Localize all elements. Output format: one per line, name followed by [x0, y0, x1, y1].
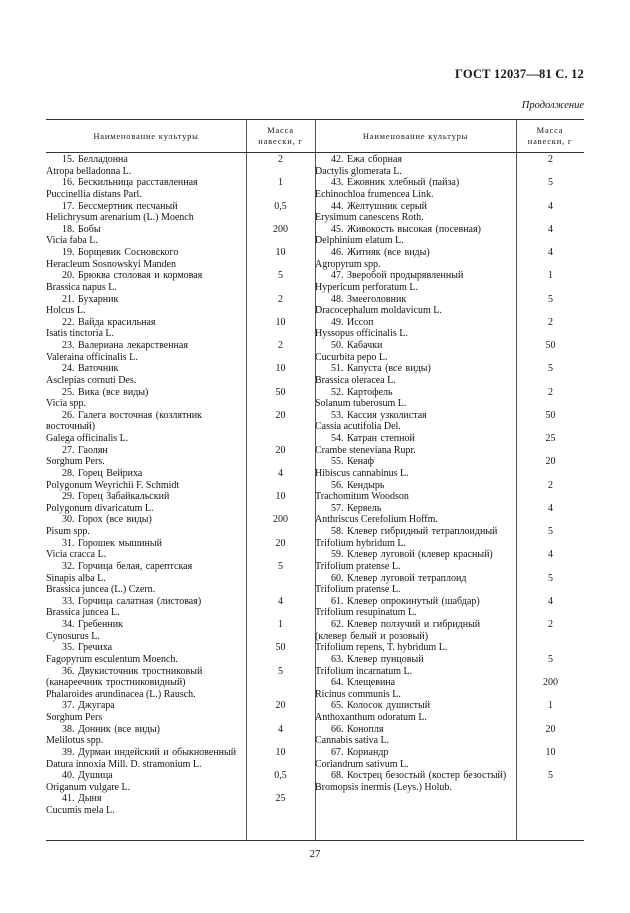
table-row — [315, 201, 584, 224]
culture-name-latin: Sorghum Pers. — [46, 456, 105, 468]
table-row — [315, 700, 584, 723]
culture-name — [315, 293, 515, 317]
culture-name-ru: 67. Кориандр — [331, 746, 389, 758]
table-right-column — [315, 152, 584, 793]
culture-name-ru: 62. Клевер ползучий и гибридный (клевер белый и розовый) — [315, 619, 481, 642]
culture-name-ru: 68. Кострец безостый (костер безостый) — [331, 770, 507, 782]
mass-value: 10 — [275, 247, 286, 258]
mass-value: 4 — [548, 502, 553, 514]
culture-name-ru: 34. Гребенник — [62, 619, 123, 630]
culture-name-ru: 66. Конопля — [331, 723, 384, 735]
culture-name — [315, 653, 515, 677]
culture-name-ru: 27. Гаолян — [62, 444, 108, 456]
culture-name-latin: Dactylis glomerata L. — [315, 165, 402, 177]
culture-name-latin: Ricinus communis L. — [315, 688, 401, 700]
mass-value: 20 — [275, 537, 286, 549]
mass-value: 1 — [548, 270, 553, 282]
culture-name-ru: 25. Вика (все виды) — [62, 386, 149, 398]
culture-name — [46, 491, 246, 514]
culture-name-latin: Fagopyrum esculentum Moench. — [46, 653, 178, 665]
header-mass-right: Масса навески, г — [527, 125, 573, 146]
culture-name — [315, 677, 515, 700]
mass-value: 200 — [543, 677, 558, 689]
mass-value: 5 — [548, 526, 553, 537]
culture-name-ru: 28. Горец Вейриха — [62, 467, 143, 479]
mass-value: 0,5 — [274, 200, 287, 212]
culture-name — [46, 223, 246, 247]
mass-value: 10 — [545, 746, 556, 758]
culture-name-latin: Origanum vulgare L. — [46, 781, 131, 793]
table-row — [315, 677, 584, 700]
culture-name-ru: 15. Белладонна — [62, 154, 128, 165]
mass-value: 4 — [278, 595, 283, 607]
culture-name-ru: 20. Брюква столовая и кормовая — [62, 270, 203, 282]
culture-name-latin: Anthoxanthum odoratum L. — [315, 712, 427, 723]
culture-name-ru: 40. Душица — [62, 770, 113, 782]
culture-name-ru: 31. Горошек мышиный — [62, 537, 162, 549]
culture-name — [46, 386, 246, 410]
culture-name — [315, 700, 515, 723]
mass-value: 5 — [548, 177, 553, 189]
table-row — [46, 154, 315, 177]
culture-name — [315, 549, 515, 572]
culture-name-ru: 18. Бобы — [62, 223, 101, 235]
culture-name-latin: Cynosurus L. — [46, 630, 100, 642]
table-row — [46, 666, 315, 701]
culture-name-latin: Sorghum Pers — [46, 712, 103, 723]
culture-name — [315, 316, 515, 340]
table-row — [315, 724, 584, 747]
table-row — [46, 340, 315, 363]
mass-value: 4 — [278, 723, 283, 735]
culture-name-latin: Trifolium pratense L. — [315, 584, 401, 596]
culture-name — [315, 409, 515, 433]
table-row — [315, 177, 584, 200]
culture-name-ru: 22. Вайда красильная — [62, 316, 156, 328]
table-row — [315, 410, 584, 433]
table-row — [315, 317, 584, 340]
table-row — [46, 793, 315, 816]
culture-name-ru: 50. Кабачки — [331, 340, 383, 351]
header-mass-left: Масса навески, г — [258, 125, 303, 146]
table-row — [315, 526, 584, 549]
culture-name — [46, 642, 246, 665]
table-row — [46, 596, 315, 619]
table-row — [315, 154, 584, 177]
table-row — [46, 491, 315, 514]
continuation-label: Продолжение — [521, 100, 584, 111]
culture-name — [315, 340, 515, 363]
culture-name-ru: 61. Клевер опрокинутый (шабдар) — [331, 595, 480, 607]
culture-name-latin: Echinochloa frumencea Link. — [315, 188, 434, 200]
culture-name-ru: 23. Валериана лекарственная — [62, 340, 188, 351]
culture-name — [46, 619, 246, 642]
table-row — [46, 770, 315, 793]
culture-name-ru: 21. Бухарник — [62, 293, 119, 305]
table-row — [315, 596, 584, 619]
culture-name-ru: 42. Ежа сборная — [331, 154, 402, 165]
culture-name-latin: Cassia acutifolia Del. — [315, 421, 401, 433]
culture-name — [46, 514, 246, 537]
mass-value: 2 — [548, 316, 553, 328]
culture-name-latin: Isatis tinctoria L. — [46, 328, 115, 340]
culture-name — [315, 723, 515, 747]
table-row — [315, 770, 584, 793]
table-row — [46, 619, 315, 642]
culture-name-latin: Holcus L. — [46, 305, 86, 317]
culture-name — [46, 363, 246, 386]
mass-value: 5 — [278, 270, 283, 282]
table-row — [46, 363, 315, 386]
document-header: ГОСТ 12037—81 С. 12 — [455, 67, 584, 81]
culture-name — [315, 177, 515, 200]
culture-name-ru: 38. Донник (все виды) — [62, 723, 160, 735]
culture-name-latin: Brassica juncea (L.) Czern. — [46, 584, 156, 596]
culture-name — [46, 270, 246, 293]
culture-name-latin: Solanum tuberosum L. — [315, 398, 407, 410]
culture-name-ru: 45. Живокость высокая (посевная) — [331, 223, 481, 235]
table-row — [46, 561, 315, 596]
mass-value: 25 — [545, 433, 556, 444]
culture-name — [315, 363, 515, 386]
culture-name — [315, 526, 515, 549]
culture-name-ru: 49. Иссоп — [331, 316, 374, 328]
culture-name — [315, 479, 515, 503]
culture-name-latin: Hibiscus cannabinus L. — [315, 467, 409, 479]
mass-value: 1 — [548, 700, 553, 712]
culture-name-latin: Galega officinalis L. — [46, 433, 129, 444]
mass-value: 20 — [275, 409, 286, 421]
table-row — [46, 270, 315, 293]
table-row — [315, 270, 584, 293]
culture-name-ru: 24. Ваточник — [62, 363, 119, 375]
culture-name-ru: 26. Галега восточная (козлятник восточный) — [46, 409, 202, 433]
culture-name-latin: Hyssopus officinalis L. — [315, 328, 408, 340]
culture-name-latin: Coriandrum sativum L. — [315, 758, 409, 770]
mass-value: 20 — [275, 700, 286, 712]
table-row — [46, 387, 315, 410]
table-row — [46, 294, 315, 317]
culture-name-latin: Melilotus spp. — [46, 735, 104, 747]
culture-name-latin: Datura innoxia Mill. D. stramonium L. — [46, 758, 202, 770]
culture-name-ru: 56. Кендырь — [331, 479, 385, 491]
culture-name — [46, 793, 246, 816]
culture-name — [46, 700, 246, 723]
culture-name-ru: 19. Борщевик Сосновского — [62, 247, 179, 258]
mass-value: 50 — [545, 409, 556, 421]
culture-name-ru: 30. Горох (все виды) — [62, 514, 152, 526]
culture-name-ru: 51. Капуста (все виды) — [331, 363, 431, 375]
culture-name-ru: 43. Ежовник хлебный (пайза) — [331, 177, 460, 189]
table-row — [46, 445, 315, 468]
culture-name-latin: Crambe steneviana Rupr. — [315, 444, 416, 456]
mass-value: 10 — [275, 316, 286, 328]
culture-name-ru: 35. Гречиха — [62, 642, 113, 654]
mass-value: 1 — [278, 177, 283, 189]
culture-name — [46, 537, 246, 561]
table-row — [315, 480, 584, 503]
culture-name-latin: Anthriscus Cerefolium Hoffm. — [315, 514, 438, 526]
culture-name-ru: 60. Клевер луговой тетраплоид — [331, 572, 467, 584]
mass-value: 2 — [548, 154, 553, 165]
culture-name-ru: 44. Желтушник серый — [331, 200, 427, 212]
table-row — [315, 433, 584, 456]
culture-name-latin: Valeraina officinalis L. — [46, 351, 138, 363]
mass-value: 10 — [275, 746, 286, 758]
culture-name-ru: 39. Дурман индейский и обыкновенный — [62, 746, 237, 758]
mass-value: 20 — [545, 723, 556, 735]
mass-value: 4 — [548, 595, 553, 607]
header-culture-name-left: Наименование культуры — [93, 130, 199, 141]
mass-value: 4 — [548, 247, 553, 258]
table-row — [315, 549, 584, 572]
culture-name — [315, 572, 515, 596]
mass-value: 5 — [278, 665, 283, 677]
culture-name-ru: 64. Клещевина — [331, 677, 396, 689]
culture-name — [46, 409, 246, 445]
table-row — [315, 619, 584, 654]
culture-name — [315, 154, 515, 177]
culture-name-latin: Delphinium elatum L. — [315, 235, 404, 247]
mass-value: 20 — [275, 444, 286, 456]
culture-name-latin: Agropyrum spp. — [315, 258, 381, 270]
culture-name — [315, 386, 515, 410]
mass-value: 5 — [548, 653, 553, 665]
table-row — [315, 654, 584, 677]
mass-value: 50 — [275, 642, 286, 654]
table-row — [315, 363, 584, 386]
mass-value: 4 — [548, 549, 553, 561]
mass-value: 25 — [275, 793, 286, 805]
table-row — [46, 642, 315, 665]
culture-mass-table — [46, 119, 584, 841]
culture-name — [315, 770, 515, 793]
culture-name-latin: Asclepias cornuti Des. — [46, 374, 137, 386]
mass-value: 5 — [548, 572, 553, 584]
culture-name-ru: 16. Бескильница расставленная — [62, 177, 198, 189]
culture-name-latin: Sinapis alba L. — [46, 572, 106, 584]
table-row — [315, 247, 584, 270]
culture-name-latin: Vicia faba L. — [46, 235, 98, 247]
culture-name-ru: 17. Бессмертник песчаный — [62, 200, 178, 212]
culture-name — [315, 456, 515, 479]
table-row — [46, 538, 315, 561]
culture-name — [46, 200, 246, 224]
culture-name — [46, 444, 246, 468]
culture-name-latin: Heracleum Sosnowskyi Manden — [46, 258, 176, 270]
culture-name-ru: 29. Горец Забайкальский — [62, 491, 170, 503]
culture-name-ru: 53. Кассия узколистая — [331, 409, 427, 421]
mass-value: 5 — [278, 560, 283, 572]
table-row — [46, 700, 315, 723]
culture-name-ru: 33. Горчица салатная (листовая) — [62, 595, 202, 607]
mass-value: 0,5 — [274, 770, 287, 782]
culture-name-latin: Atropa belladonna L. — [46, 165, 132, 177]
culture-name-latin: Brassica napus L. — [46, 281, 117, 293]
table-row — [46, 724, 315, 747]
culture-name — [46, 467, 246, 491]
table-left-column — [46, 152, 315, 817]
culture-name — [315, 200, 515, 224]
culture-name — [46, 723, 246, 747]
culture-name-latin: Trifolium pratense L. — [315, 560, 401, 572]
culture-name-latin: Vicia spp. — [46, 398, 86, 410]
mass-value: 5 — [548, 293, 553, 305]
table-row — [315, 387, 584, 410]
table-row — [46, 201, 315, 224]
table-row — [46, 224, 315, 247]
mass-value: 50 — [275, 386, 286, 398]
table-row — [315, 294, 584, 317]
mass-value: 5 — [548, 363, 553, 375]
culture-name-ru: 57. Кервель — [331, 502, 382, 514]
mass-value: 2 — [548, 479, 553, 491]
culture-name — [46, 746, 246, 770]
culture-name — [46, 154, 246, 177]
culture-name-latin: Bromopsis inermis (Leys.) Holub. — [315, 781, 452, 793]
table-row — [46, 468, 315, 491]
culture-name-latin: Cannabis sativa L. — [315, 735, 390, 747]
table-row — [46, 247, 315, 270]
culture-name-latin: Vicia cracca L. — [46, 549, 107, 561]
culture-name-ru: 58. Клевер гибридный тетраплоидный — [331, 526, 498, 537]
table-row — [315, 340, 584, 363]
culture-name — [46, 316, 246, 340]
culture-name — [46, 247, 246, 270]
culture-name-ru: 55. Кенаф — [331, 456, 374, 468]
table-row — [315, 456, 584, 479]
culture-name-latin: Polygonum divaricatum L. — [46, 502, 154, 514]
culture-name-latin: Pisum spp. — [46, 526, 90, 537]
culture-name-latin: Trifolium incarnatum L. — [315, 665, 413, 677]
mass-value: 10 — [275, 363, 286, 375]
culture-name-latin: Erysimum canescens Roth. — [315, 212, 424, 224]
culture-name-latin: Polygonum Weyrichii F. Schmidt — [46, 479, 180, 491]
culture-name — [46, 665, 246, 701]
culture-name — [46, 177, 246, 200]
table-row — [315, 573, 584, 596]
mass-value: 20 — [545, 456, 556, 468]
culture-name — [46, 595, 246, 619]
culture-name — [46, 770, 246, 793]
table-row — [46, 177, 315, 200]
culture-name-ru: 32. Горчица белая, сарептская — [62, 560, 193, 572]
culture-name-latin: Brassica juncea L. — [46, 607, 120, 619]
table-row — [46, 747, 315, 770]
culture-name-ru: 48. Змееголовник — [331, 293, 407, 305]
mass-value: 4 — [278, 467, 283, 479]
culture-name — [46, 560, 246, 596]
culture-name — [315, 746, 515, 770]
mass-value: 2 — [548, 386, 553, 398]
mass-value: 4 — [548, 200, 553, 212]
culture-name-latin: Trifolium hybridum L. — [315, 537, 407, 549]
culture-name-latin: Brassica oleracea L. — [315, 374, 396, 386]
page-number: 27 — [309, 848, 321, 860]
table-row — [315, 747, 584, 770]
mass-value: 200 — [273, 223, 288, 235]
culture-name-ru: 54. Катран степной — [331, 433, 415, 444]
culture-name-latin: Cucumis mela L. — [46, 805, 115, 816]
culture-name-ru: 63. Клевер пунцовый — [331, 653, 424, 665]
culture-name-ru: 36. Двукисточник тростниковый (канареечник тростниковидный) — [46, 665, 203, 689]
culture-name — [315, 433, 515, 456]
mass-value: 2 — [278, 154, 283, 165]
culture-name — [315, 270, 515, 293]
culture-name — [315, 502, 515, 526]
mass-value: 200 — [273, 514, 288, 526]
table-row — [315, 224, 584, 247]
culture-name-latin: Puccinellia distans Parl. — [46, 188, 142, 200]
mass-value: 10 — [275, 491, 286, 503]
culture-name — [315, 619, 515, 654]
culture-name-ru: 65. Колосок душистый — [331, 700, 431, 712]
culture-name-latin: Phalaroides arundinacea (L.) Rausch. — [46, 688, 196, 700]
culture-name-latin: Hypericum perforatum L. — [315, 281, 419, 293]
culture-name — [315, 247, 515, 270]
mass-value: 2 — [548, 619, 553, 630]
culture-name-latin: Trifolium resupinatum L. — [315, 607, 417, 619]
mass-value: 2 — [278, 340, 283, 351]
culture-name — [46, 340, 246, 363]
culture-name — [46, 293, 246, 317]
mass-value: 4 — [548, 223, 553, 235]
culture-name-ru: 59. Клевер луговой (клевер красный) — [331, 549, 493, 561]
culture-name — [315, 223, 515, 247]
culture-name-latin: Trifolium repens, T. hybridum L. — [315, 642, 448, 654]
table-row — [46, 514, 315, 537]
culture-name-latin: Helichrysum arenarium (L.) Moench — [46, 212, 194, 224]
culture-name-ru: 46. Житняк (все виды) — [331, 247, 430, 258]
culture-name-latin: Cucurbita pepo L. — [315, 351, 388, 363]
header-culture-name-right: Наименование культуры — [362, 130, 469, 141]
table-row — [46, 410, 315, 445]
culture-name-ru: 41. Дыня — [62, 793, 102, 805]
table-row — [46, 317, 315, 340]
culture-name — [315, 595, 515, 619]
table-row — [315, 503, 584, 526]
culture-name-latin: Dracocephalum moldavicum L. — [315, 305, 442, 317]
culture-name-ru: 47. Зверобой продырявленный — [331, 270, 464, 282]
culture-name-ru: 37. Джугара — [62, 700, 115, 712]
mass-value: 1 — [278, 619, 283, 630]
mass-value: 50 — [545, 340, 556, 351]
mass-value: 2 — [278, 293, 283, 305]
culture-name-ru: 52. Картофель — [331, 386, 393, 398]
culture-name-latin: Trachomitum Woodson — [315, 491, 409, 503]
mass-value: 5 — [548, 770, 553, 782]
